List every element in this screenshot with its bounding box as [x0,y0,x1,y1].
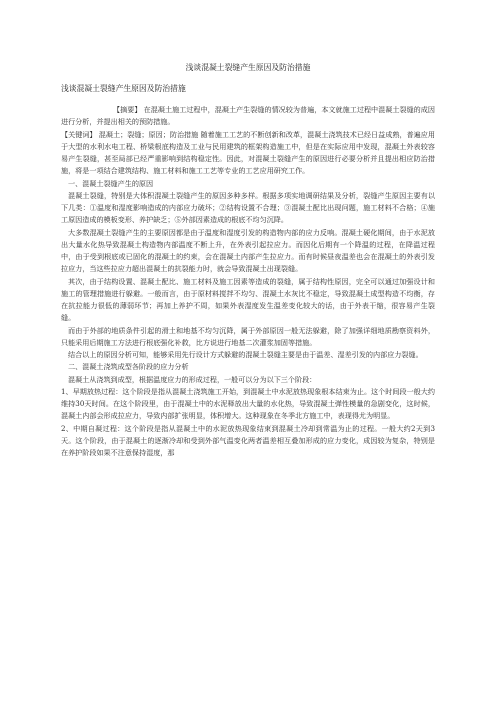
list-item-stage-1: 1、早期放热过程：这个阶段是指从混凝土浇筑施工开始，到混凝土中水泥放热现象根本结束为止。这个时间段一般大约维持30天时间。在这个阶段里，由于混凝土中的水泥释放出大量的水化热，导致混凝土弹性模量的急剧变化，这时候，混凝土内部会形成拉应力，导致内部扩张明显，体积增大。这种现象在冬季北方施工中，表现得尤为明显。 [61,386,435,421]
body-paragraph: 混凝土裂缝，特别是大体积混凝土裂缝产生的原因多种多样。根据多项实地调研结果及分析，裂缝产生原因主要有以下几类：①温度和湿度影响造成的内部应力破坏；②结构设置不合理；③混凝土配比出现问题，施工材料不合格；④施工原因造成的模板变形、养护缺乏；⑤外部因素造成的根底不均匀沉降。 [61,190,435,225]
keywords-paragraph: 【关键词】 混凝土；裂缝；原因；防治措施 随着施工工艺的不断创新和改革，混凝土浇筑技术已经日益成熟，普遍应用于大型的水利水电工程、桥梁根底构造及工业与民用建筑的框架构造施工中，但是在实际应用中发现，混凝土外表较容易产生裂缝，甚至局部已经严重影响到结构稳定性。因此，对混凝土裂缝产生的原因进行必要分析并且提出相应防治措施，将是一项结合建筑结构、施工材料和施工工艺等专业的工艺应用研究工作。 [61,129,435,176]
body-paragraph: 混凝土从浇筑到成型，根据温度应力的形成过程，一般可以分为以下三个阶段： [68,374,317,384]
list-item-stage-2: 2、中期自凝过程：这个阶段是指从混凝土中的水泥放热现象结束到混凝土冷却到常温为止的过程。一般大约2天到3天。这个阶段，由于混凝土的逐渐冷却和受到外部气温变化两者温差相互叠加形成的应力变化，成因较为复杂，特别是在养护阶段如果不注意保持湿度，那 [61,423,435,457]
document-body [61,104,435,459]
section-heading-stress: 二、混凝土浇筑成型各阶段的应力分析 [68,362,189,372]
document-subtitle: 浅谈混凝土裂缝产生原因及防治措施 [61,84,186,93]
section-heading-causes: 一、混凝土裂缝产生的原因 [68,178,154,188]
body-paragraph: 而由于外部的地质条件引起的滑土和地基不均匀沉降，属于外部原因一般无法躲避，除了加强详细地质勘察资料外，只能采用后期施工方法进行根底强化补救，比方说进行地基二次灌浆加固等措施。 [61,325,435,347]
abstract-paragraph: 【摘要】 在混凝土施工过程中，混凝土产生裂缝的情况较为普遍，本文就施工过程中混凝土裂缝的成因进行分析，并提出相关的预防措施。 [61,105,435,127]
body-paragraph: 其次，由于结构设置、混凝土配比、施工材料及施工因素等造成的裂缝，属于结构性原因，完全可以通过加强设计和施工的管理措施进行躲避。一般而言，由于原材料搅拌不均匀、混凝土水灰比不稳定，导致混凝土成型构造不均衡，存在抗拉能力很低的薄弱环节；再加上养护不周，如果外表湿度发生温差变化较大的话，由于外表干缩，很容易产生裂缝。 [61,276,435,323]
document-title: 浅谈混凝土裂缝产生原因及防治措施 [185,63,311,72]
body-paragraph: 结合以上的原因分析可知，能够采用先行设计方式躲避的混凝土裂缝主要是由于温差、湿差引发的内部应力裂缝。 [68,350,423,359]
body-paragraph: 大多数混凝土裂缝产生的主要原因都是由于温度和湿度引发的构造物内部的应力反响。混凝土硬化期间，由于水泥放出大量水化热导致混凝土构造物内部温度不断上升，在外表引起拉应力。而因化后期有一个降温的过程，在降温过程中，由于受到根底或已固化的混凝土的约束，会在混凝土内部产生拉应力。而有时候昼夜温差也会在混凝土的外表引发拉应力，当这些拉应力超出混凝土的抗裂能力时，就会导致混凝土出现裂缝。 [61,227,435,274]
